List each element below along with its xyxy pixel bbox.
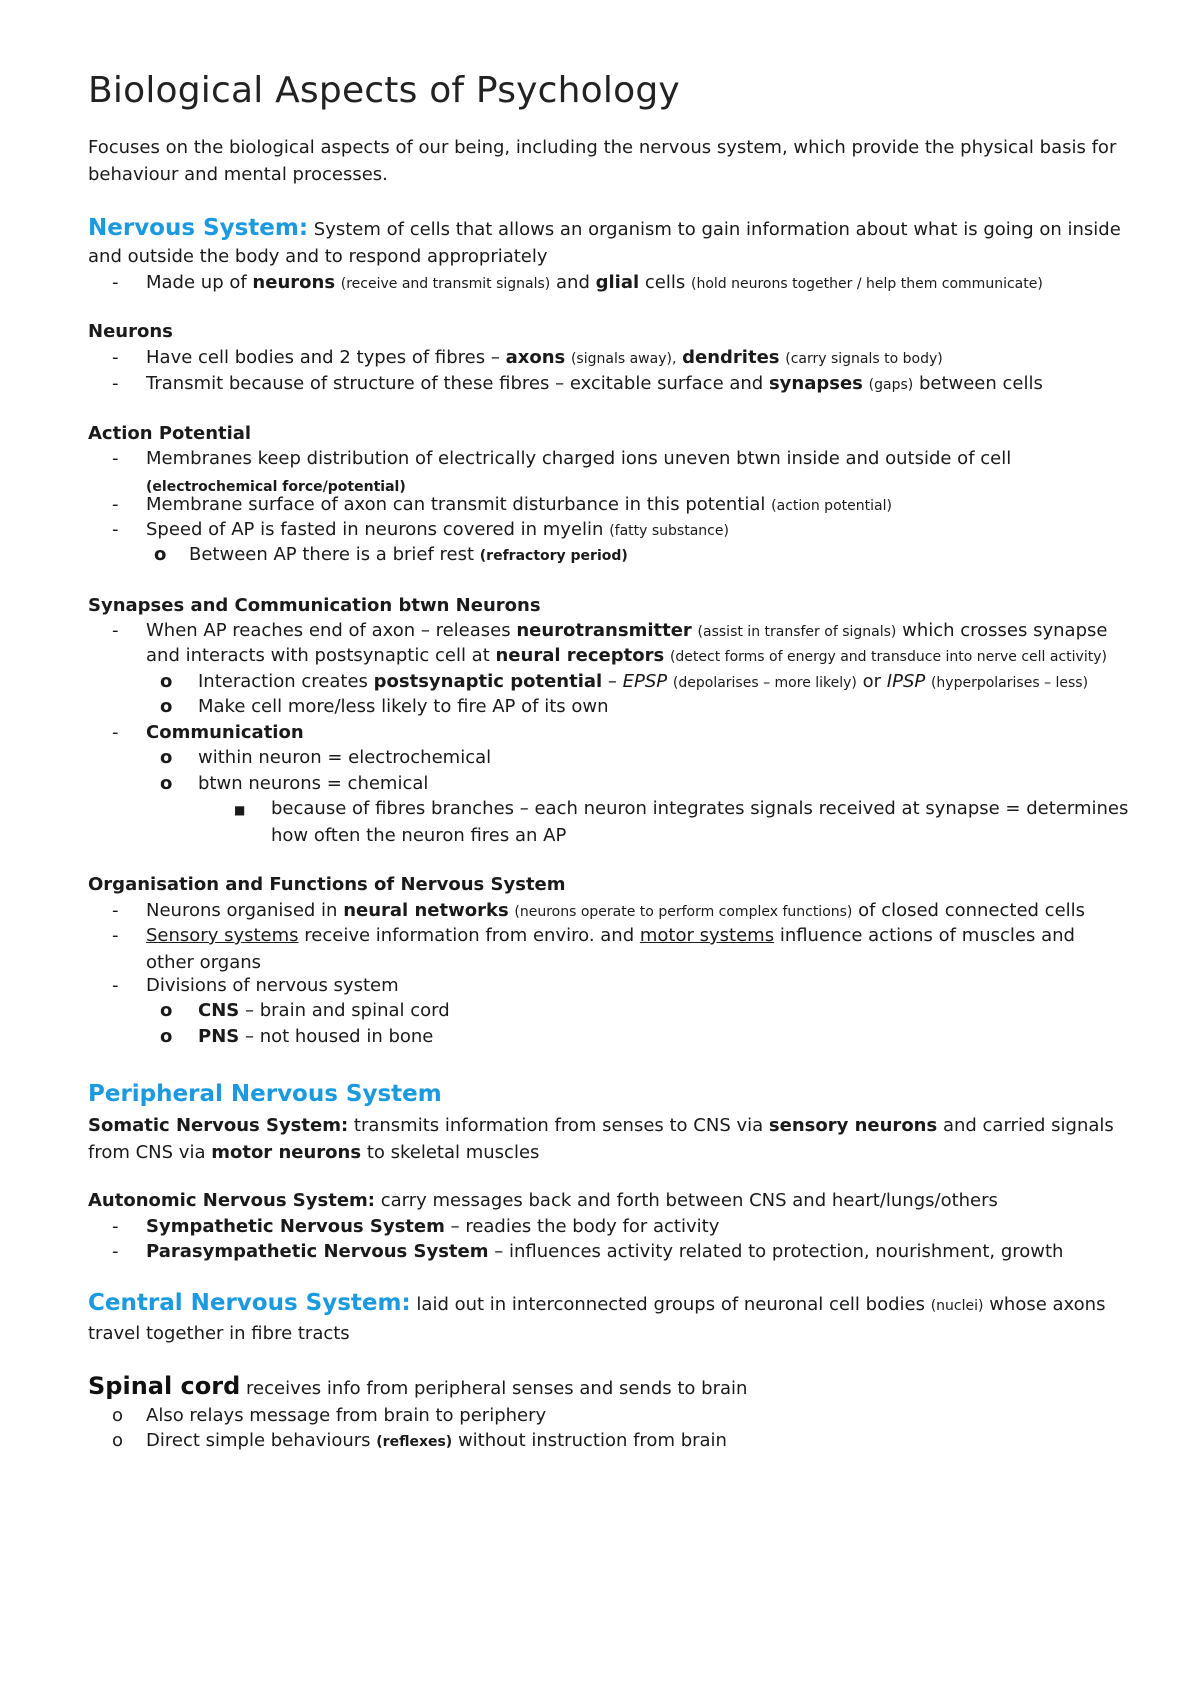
text: of closed connected cells — [858, 900, 1086, 921]
text: Speed of AP is fasted in neurons covered in myelin — [146, 519, 604, 540]
text: Also relays message from brain to periphery — [146, 1405, 547, 1426]
text: transmits information from senses to CNS via — [353, 1115, 764, 1136]
text: motor systems — [639, 925, 775, 946]
circle-bullet: o — [160, 1026, 173, 1047]
neurons-heading: Neurons — [88, 321, 173, 342]
note: (hyperpolarises – less) — [930, 675, 1089, 691]
text: Sympathetic Nervous System — [146, 1216, 445, 1237]
text: whose axons travel together in fibre tracts — [88, 1294, 1106, 1344]
text: When AP reaches end of axon – releases — [146, 620, 511, 641]
circle-bullet: o — [112, 1405, 124, 1426]
note: (electrochemical force/potential) — [146, 479, 406, 495]
note: (detect forms of energy and transduce into nerve cell activity) — [669, 649, 1107, 665]
text: receives info from peripheral senses and sends to brain — [246, 1378, 748, 1399]
text: Between AP there is a brief rest — [189, 544, 475, 565]
dash-bullet: - — [112, 620, 119, 641]
page-title: Biological Aspects of Psychology — [88, 70, 680, 111]
dash-bullet: - — [112, 1241, 119, 1262]
circle-bullet: o — [160, 747, 173, 768]
circle-bullet: o — [154, 544, 167, 565]
dash-bullet: - — [112, 272, 119, 293]
text: neural networks — [343, 900, 509, 921]
circle-bullet: o — [160, 671, 173, 692]
text: motor neurons — [211, 1142, 362, 1163]
text: – — [607, 671, 617, 692]
autonomic-paragraph — [88, 1187, 1128, 1214]
synapses-heading: Synapses and Communication btwn Neurons — [88, 595, 541, 616]
note: (assist in transfer of signals) — [697, 624, 897, 640]
text: IPSP — [886, 671, 926, 692]
text: – influences activity related to protection, nourishment, growth — [494, 1241, 1064, 1262]
text: without instruction from brain — [457, 1430, 727, 1451]
intro-paragraph: Focuses on the biological aspects of our being, including the nervous system, which provide the physical basis for behaviour and mental processes. — [88, 137, 1117, 185]
dash-bullet: - — [112, 900, 119, 921]
note: (reflexes) — [376, 1434, 453, 1450]
action-potential-heading: Action Potential — [88, 423, 252, 444]
text: EPSP — [622, 671, 668, 692]
text: dendrites — [682, 347, 780, 368]
dash-bullet: - — [112, 519, 119, 540]
dash-bullet: - — [112, 494, 119, 515]
circle-bullet: o — [160, 1000, 173, 1021]
cns-paragraph — [88, 1290, 1128, 1347]
text: within neuron = electrochemical — [198, 747, 492, 768]
note: (depolarises – more likely) — [672, 675, 857, 691]
text: neural receptors — [495, 645, 665, 666]
pns-heading: Peripheral Nervous System — [88, 1081, 442, 1107]
text: postsynaptic potential — [373, 671, 603, 692]
circle-bullet: o — [160, 696, 173, 717]
text: Have cell bodies and 2 types of fibres – — [146, 347, 500, 368]
text: Membranes keep distribution of electrically charged ions uneven btwn inside and outside of cell — [146, 448, 1012, 469]
text: Communication — [146, 722, 304, 743]
text: Interaction creates — [198, 671, 368, 692]
text: influence actions of muscles and other organs — [146, 925, 1075, 973]
dash-bullet: - — [112, 373, 119, 394]
text: – brain and spinal cord — [244, 1000, 450, 1021]
text: carry messages back and forth between CNS and heart/lungs/others — [380, 1190, 998, 1211]
text: Parasympathetic Nervous System — [146, 1241, 489, 1262]
text: axons — [505, 347, 566, 368]
text: – not housed in bone — [244, 1026, 434, 1047]
text: glial — [595, 272, 640, 293]
text: because of fibres branches – each neuron integrates signals received at synapse = determines how often the neuron fires an AP — [271, 798, 1129, 846]
nervous-system-heading: Nervous System: — [88, 215, 309, 241]
nervous-system-paragraph — [88, 215, 1128, 270]
nervous-system-text: System of cells that allows an organism to gain information about what is going on inside and outside the body and to respond appropriately — [88, 219, 1121, 267]
text: receive information from enviro. and — [304, 925, 635, 946]
text: Transmit because of structure of these fibres – excitable surface and — [146, 373, 764, 394]
text: and — [556, 272, 590, 293]
text: – readies the body for activity — [450, 1216, 720, 1237]
note: (signals away), — [570, 351, 677, 367]
text: Neurons organised in — [146, 900, 338, 921]
dash-bullet: - — [112, 1216, 119, 1237]
text: PNS — [198, 1026, 240, 1047]
dash-bullet: - — [112, 347, 119, 368]
note: (nuclei) — [930, 1298, 984, 1314]
note: (action potential) — [771, 498, 892, 514]
text: or — [862, 671, 882, 692]
text: Divisions of nervous system — [146, 975, 399, 996]
text: Make cell more/less likely to fire AP of its own — [198, 696, 609, 717]
square-bullet: ■ — [234, 803, 246, 817]
text: btwn neurons = chemical — [198, 773, 429, 794]
note: (neurons operate to perform complex functions) — [514, 904, 853, 920]
text: Membrane surface of axon can transmit disturbance in this potential — [146, 494, 766, 515]
circle-bullet: o — [112, 1430, 124, 1451]
note: (hold neurons together / help them communicate) — [690, 276, 1043, 292]
text: and interacts with postsynaptic cell at — [146, 645, 490, 666]
text: laid out in interconnected groups of neuronal cell bodies — [416, 1294, 925, 1315]
circle-bullet: o — [160, 773, 173, 794]
dash-bullet: - — [112, 975, 119, 996]
text: neurons — [252, 272, 336, 293]
dash-bullet: - — [112, 448, 119, 469]
note: (carry signals to body) — [785, 351, 943, 367]
text: cells — [644, 272, 686, 293]
somatic-paragraph — [88, 1112, 1128, 1166]
text: Direct simple behaviours — [146, 1430, 371, 1451]
text: Autonomic Nervous System: — [88, 1190, 375, 1211]
spinal-heading: Spinal cord — [88, 1372, 241, 1400]
spinal-paragraph — [88, 1373, 1128, 1402]
note: (refractory period) — [479, 548, 628, 564]
dash-bullet: - — [112, 722, 119, 743]
note: (gaps) — [868, 377, 914, 393]
text: Made up of — [146, 272, 247, 293]
text: to skeletal muscles — [366, 1142, 540, 1163]
text: Sensory systems — [146, 925, 299, 946]
text: neurotransmitter — [516, 620, 692, 641]
cns-heading: Central Nervous System: — [88, 1290, 411, 1316]
text: and carried signals from CNS via — [88, 1115, 1114, 1163]
text: which crosses synapse — [902, 620, 1108, 641]
text: Somatic Nervous System: — [88, 1115, 349, 1136]
text: CNS — [198, 1000, 240, 1021]
note: (fatty substance) — [609, 523, 729, 539]
text: between cells — [918, 373, 1043, 394]
text: sensory neurons — [768, 1115, 938, 1136]
note: (receive and transmit signals) — [340, 276, 551, 292]
organisation-heading: Organisation and Functions of Nervous System — [88, 874, 566, 895]
text: synapses — [768, 373, 863, 394]
dash-bullet: - — [112, 925, 119, 946]
